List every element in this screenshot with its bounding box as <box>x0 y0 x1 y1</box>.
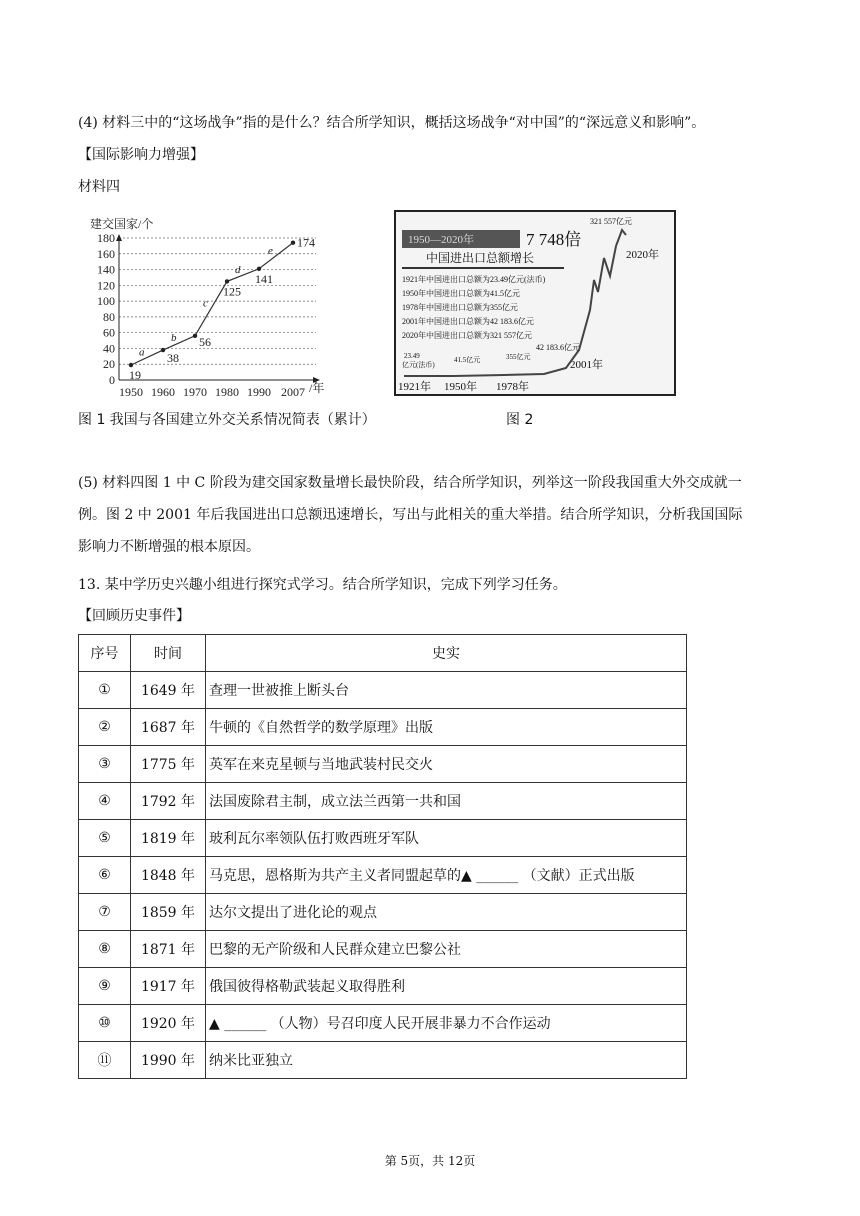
row-fact: 巴黎的无产阶级和人民群众建立巴黎公社 <box>206 931 687 968</box>
table-header-row <box>79 635 687 672</box>
table-row <box>79 820 687 857</box>
row-index: ④ <box>79 783 131 820</box>
table-row <box>79 931 687 968</box>
data-point <box>291 241 295 245</box>
data-label: 174 <box>297 235 315 250</box>
data-label: 38 <box>167 351 179 366</box>
row-year: 1649 年 <box>131 672 206 709</box>
question-5-line-3: 影响力不断增强的根本原因。 <box>78 539 260 555</box>
legend-item-2001: 2001年中国进出口总额为42 183.6亿元 <box>402 317 534 326</box>
y-tick-label: 160 <box>97 246 115 261</box>
y-tick-label: 120 <box>97 278 115 293</box>
table-row <box>79 783 687 820</box>
row-year: 1687 年 <box>131 709 206 746</box>
table-row <box>79 894 687 931</box>
row-year: 1792 年 <box>131 783 206 820</box>
row-fact: 查理一世被推上断头台 <box>206 672 687 709</box>
trade-subtitle: 中国进出口总额增长 <box>426 251 535 265</box>
row-year: 1859 年 <box>131 894 206 931</box>
label-2020: 2020年 <box>626 249 659 261</box>
figure-2-caption: 图 2 <box>506 412 534 428</box>
table-row <box>79 857 687 894</box>
row-index: ⑧ <box>79 931 131 968</box>
table-row <box>79 968 687 1005</box>
row-year: 1775 年 <box>131 746 206 783</box>
table-row <box>79 672 687 709</box>
question-5-line-1: (5) 材料四图 1 中 C 阶段为建交国家数量增长最快阶段，结合所学知识，列举这一阶段我国重大外交成就一 <box>78 475 742 491</box>
y-tick-label: 40 <box>103 341 115 356</box>
x-tick-label: 1970 <box>183 385 207 399</box>
data-point <box>225 279 229 283</box>
segment-label: d <box>235 264 241 277</box>
row-year: 1871 年 <box>131 931 206 968</box>
section-heading-events: 【回顾历史事件】 <box>78 608 190 624</box>
row-index: ⑥ <box>79 857 131 894</box>
question-5-line-2: 例。图 2 中 2001 年后我国进出口总额迅速增长，写出与此相关的重大举措。结合所学知识，分析我国国际 <box>78 507 743 523</box>
question-5 <box>78 467 790 563</box>
row-index: ③ <box>79 746 131 783</box>
legend-item-1978: 1978年中国进出口总额为355亿元 <box>402 303 518 312</box>
x-tick-label: 1990 <box>247 385 271 399</box>
row-index: ② <box>79 709 131 746</box>
header-index: 序号 <box>79 635 131 672</box>
row-fact: 牛顿的《自然哲学的数学原理》出版 <box>206 709 687 746</box>
x-label-1921: 1921年 <box>398 381 431 393</box>
row-year: 1920 年 <box>131 1005 206 1042</box>
row-index: ⑨ <box>79 968 131 1005</box>
x-label-1950: 1950年 <box>444 381 477 393</box>
y-tick-label: 60 <box>103 325 115 340</box>
row-fact: 俄国彼得格勒武装起义取得胜利 <box>206 968 687 1005</box>
row-index: ⑪ <box>79 1042 131 1079</box>
row-year: 1917 年 <box>131 968 206 1005</box>
y-axis-label: 建交国家/个 <box>90 217 154 231</box>
chart-trade-growth <box>394 210 676 396</box>
y-tick-label: 20 <box>103 357 115 372</box>
label-42183: 42 183.6亿元 <box>536 343 580 352</box>
legend-item-1950: 1950年中国进出口总额为41.5亿元 <box>402 289 520 298</box>
data-label: 19 <box>129 368 141 383</box>
row-year: 1848 年 <box>131 857 206 894</box>
row-index: ⑤ <box>79 820 131 857</box>
legend-item-2020: 2020年中国进出口总额为321 557亿元 <box>402 331 532 340</box>
y-tick-label: 140 <box>97 262 115 277</box>
x-axis-unit: /年 <box>309 381 325 395</box>
row-year: 1990 年 <box>131 1042 206 1079</box>
label-2349-a: 23.49 <box>404 352 420 360</box>
y-tick-label: 180 <box>97 231 115 245</box>
row-index: ① <box>79 672 131 709</box>
segment-label: e <box>268 244 273 257</box>
data-label: 141 <box>255 271 273 286</box>
row-fact: 达尔文提出了进化论的观点 <box>206 894 687 931</box>
material-4-label: 材料四 <box>78 179 120 195</box>
x-tick-label: 2007 <box>281 385 305 399</box>
banner-years: 1950—2020年 <box>408 234 474 246</box>
segment-label: a <box>139 346 145 359</box>
data-point <box>193 334 197 338</box>
header-fact: 史实 <box>206 635 687 672</box>
peak-value-label: 321 557亿元 <box>590 217 632 226</box>
chart-diplomatic-relations <box>78 210 348 405</box>
row-fact: 法国废除君主制，成立法兰西第一共和国 <box>206 783 687 820</box>
table-row <box>79 746 687 783</box>
label-2349-b: 亿元(法币) <box>402 361 435 369</box>
table-row <box>79 1005 687 1042</box>
history-events-table <box>78 634 687 1079</box>
table-row <box>79 709 687 746</box>
figure-1-caption: 图 1 我国与各国建立外交关系情况简表（累计） <box>78 412 376 428</box>
legend-item-1921: 1921年中国进出口总额为23.49亿元(法币) <box>402 275 546 284</box>
row-fact: 纳米比亚独立 <box>206 1042 687 1079</box>
y-tick-label: 0 <box>109 373 115 387</box>
page-footer: 第 5页，共 12页 <box>384 1154 476 1168</box>
row-fact: 英军在来克星顿与当地武装村民交火 <box>206 746 687 783</box>
data-point <box>161 348 165 352</box>
y-tick-label: 100 <box>97 294 115 309</box>
data-label: 125 <box>223 284 241 299</box>
banner-multiple: 7 748倍 <box>526 230 582 249</box>
label-415: 41.5亿元 <box>454 356 481 364</box>
row-index: ⑦ <box>79 894 131 931</box>
row-fact: 马克思，恩格斯为共产主义者同盟起草的▲ ______ （文献）正式出版 <box>206 857 687 894</box>
segment-label: b <box>171 331 177 344</box>
row-index: ⑩ <box>79 1005 131 1042</box>
table-row <box>79 1042 687 1079</box>
section-heading-influence: 【国际影响力增强】 <box>78 147 204 163</box>
label-2001: 2001年 <box>570 359 603 371</box>
data-point <box>129 363 133 367</box>
data-point <box>257 267 261 271</box>
question-13: 13. 某中学历史兴趣小组进行探究式学习。结合所学知识，完成下列学习任务。 <box>78 577 567 593</box>
question-4: (4) 材料三中的“这场战争”指的是什么？结合所学知识，概括这场战争“对中国”的“深远意义和影响”。 <box>78 115 706 131</box>
y-tick-label: 80 <box>103 309 115 324</box>
x-tick-label: 1980 <box>215 385 239 399</box>
segment-label: c <box>203 297 208 310</box>
x-label-1978: 1978年 <box>496 381 529 393</box>
data-label: 56 <box>199 334 211 349</box>
x-tick-label: 1960 <box>151 385 175 399</box>
series-line <box>131 243 293 365</box>
row-fact: ▲ ______ （人物）号召印度人民开展非暴力不合作运动 <box>206 1005 687 1042</box>
row-fact: 玻利瓦尔率领队伍打败西班牙军队 <box>206 820 687 857</box>
row-year: 1819 年 <box>131 820 206 857</box>
header-time: 时间 <box>131 635 206 672</box>
x-tick-label: 1950 <box>119 385 143 399</box>
label-355: 355亿元 <box>506 353 531 361</box>
